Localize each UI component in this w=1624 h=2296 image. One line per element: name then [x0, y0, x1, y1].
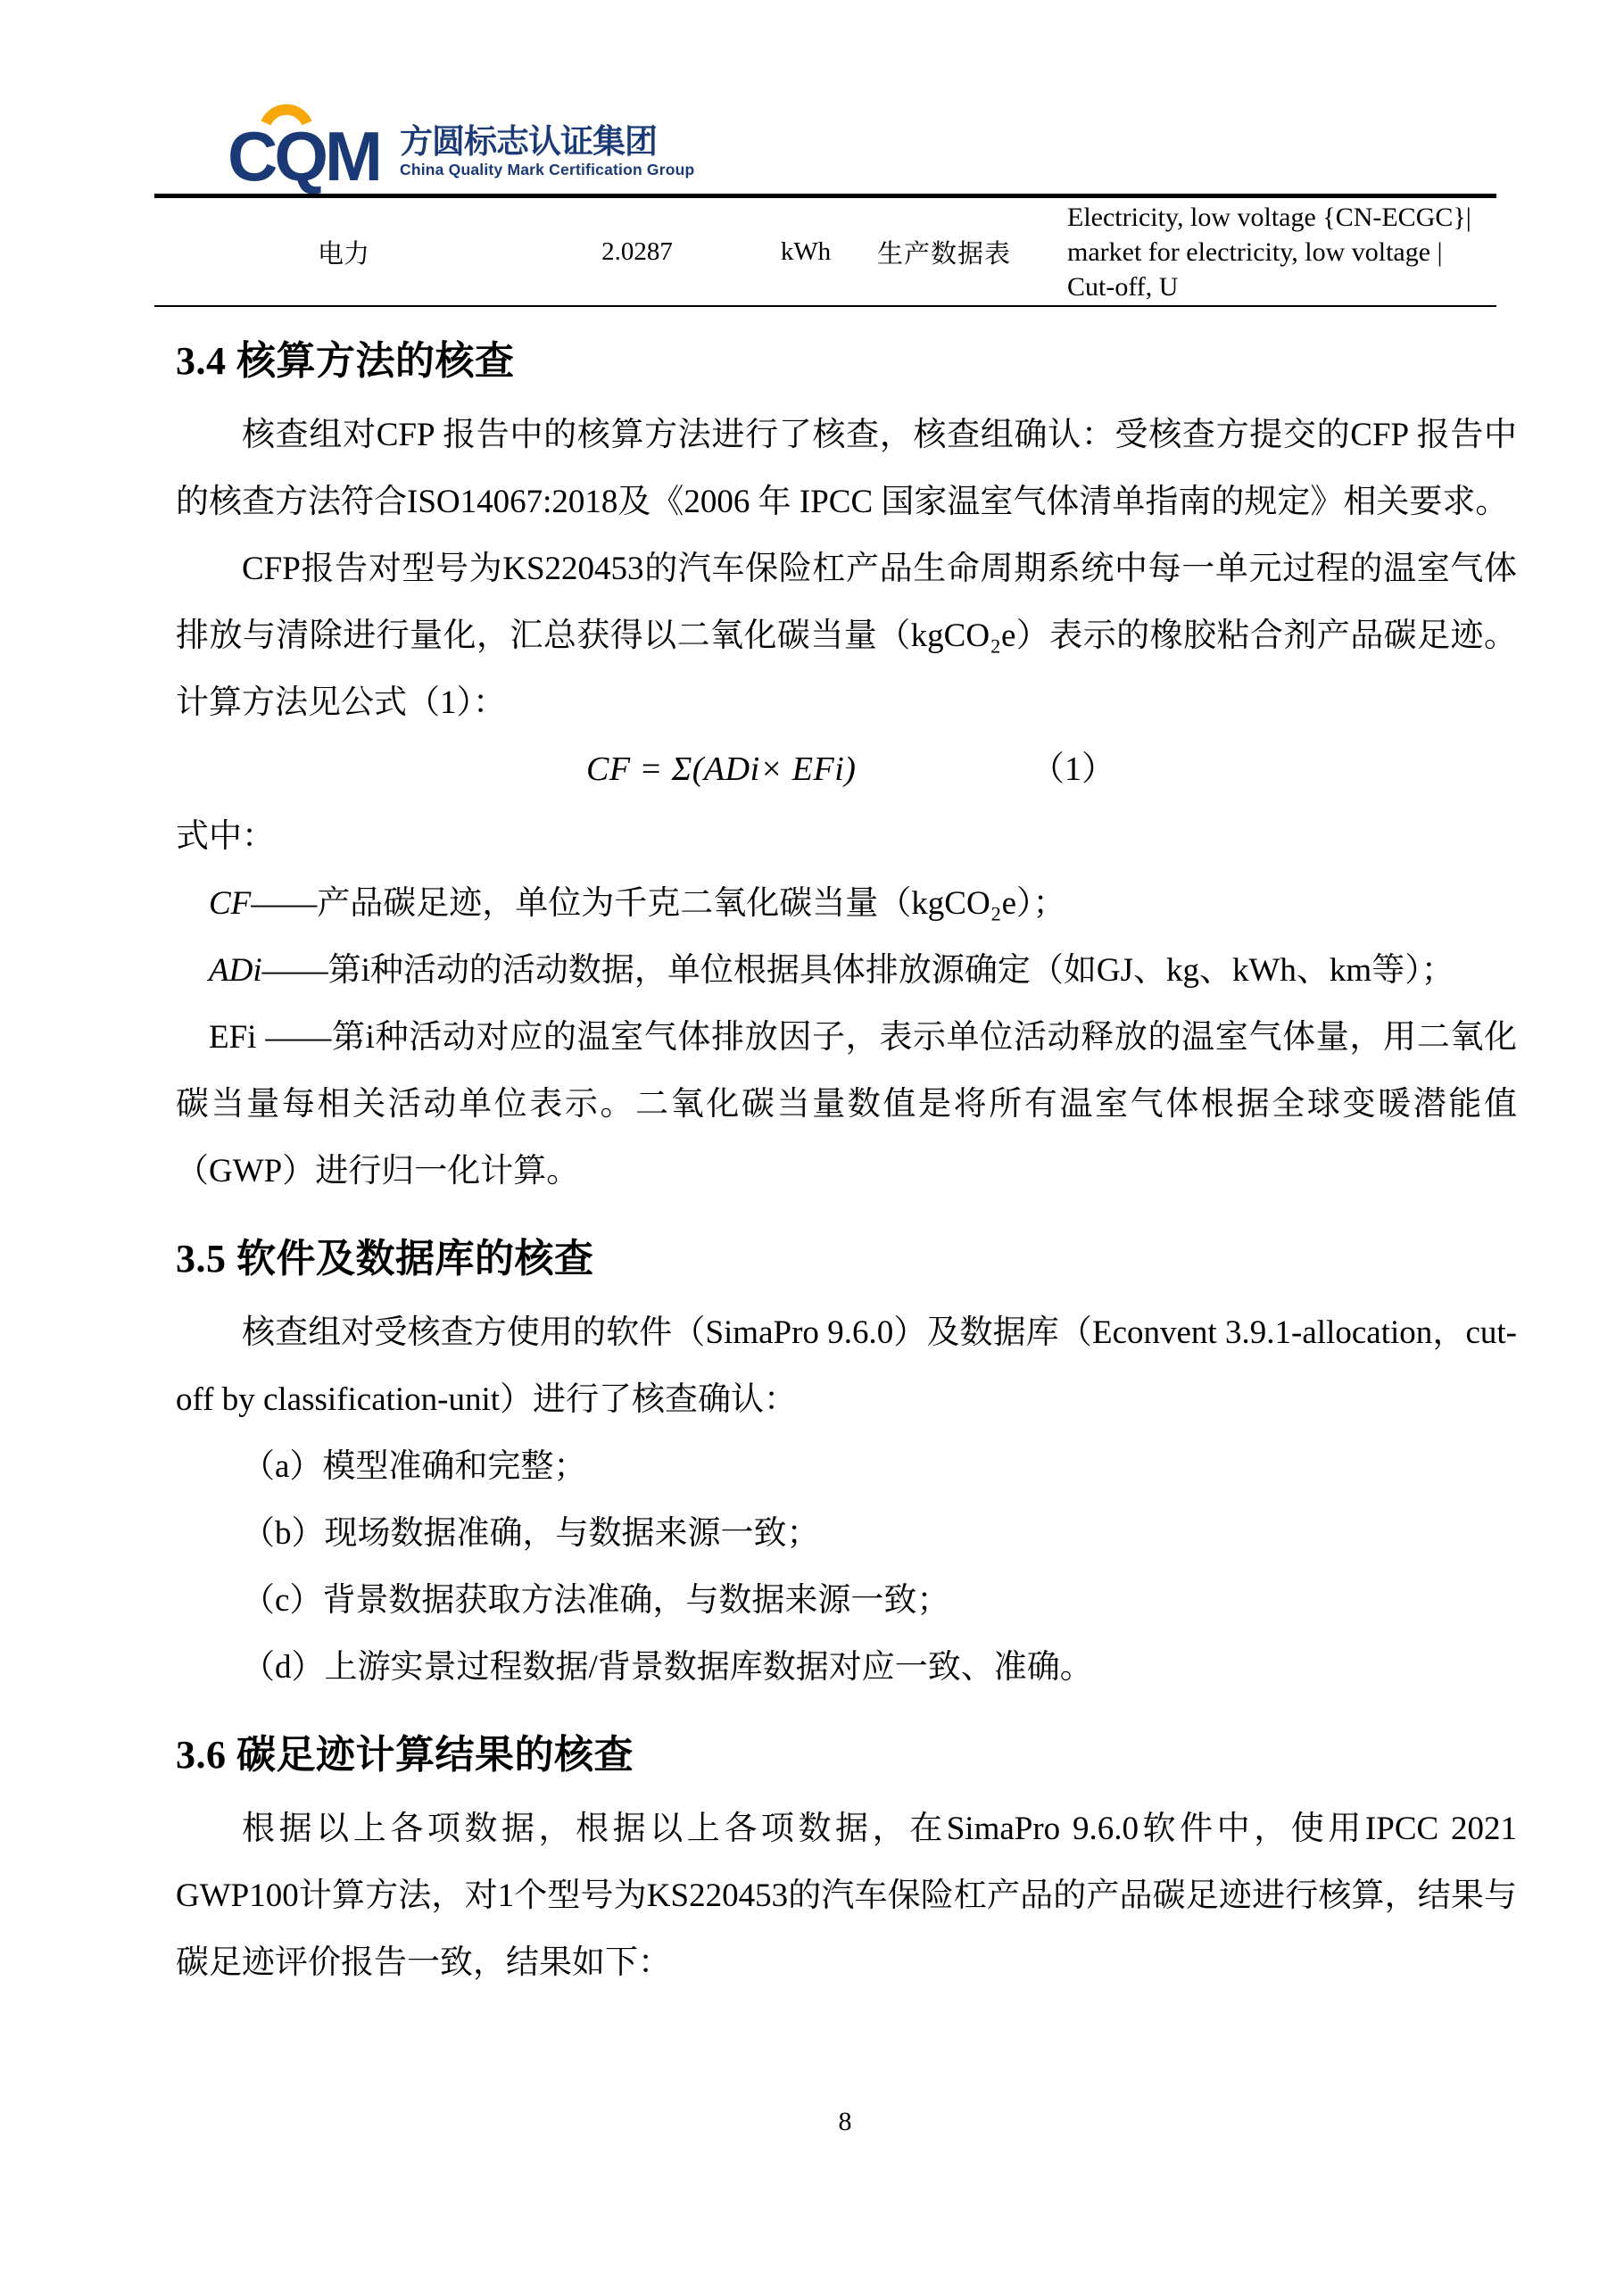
table-cell-value: 2.0287 — [601, 236, 673, 266]
definition-efi — [176, 1004, 1517, 1205]
table-row — [154, 198, 1496, 305]
logo-english-name: China Quality Mark Certification Group — [400, 161, 695, 178]
paragraph: 根据以上各项数据，根据以上各项数据，在SimaPro 9.6.0软件中，使用IPCC 2021 GWP100计算方法，对1个型号为KS220453的汽车保险杠产品的产品碳足迹进行核算，结果与碳足迹评价报告一致，结果如下： — [176, 1811, 1517, 1981]
definition-cf — [176, 870, 1517, 937]
paragraph: 核查组对受核查方使用的软件（SimaPro 9.6.0）及数据库（Econvent 3.9.1-allocation，cut-off by classification-unit）进行了核查确认： — [176, 1314, 1517, 1418]
section-title-3-6: 3.6 碳足迹计算结果的核查 — [176, 1733, 634, 1777]
definition-adi — [176, 937, 1517, 1004]
section-title-3-5: 3.5 软件及数据库的核查 — [176, 1237, 594, 1281]
table-cell-dataset: Electricity, low voltage {CN-ECGC}| market for electricity, low voltage | Cut-off, U — [1067, 203, 1471, 302]
table-cell-item: 电力 — [317, 239, 369, 269]
list-item-c: （c）背景数据获取方法准确，与数据来源一致； — [242, 1582, 950, 1619]
page-number: 8 — [838, 2107, 852, 2136]
section-title-3-4: 3.4 核算方法的核查 — [176, 339, 515, 383]
definition-text: ——第i种活动对应的温室气体排放因子，表示单位活动释放的温室气体量，用二氧化碳当量每相关活动单位表示。二氧化碳当量数值是将所有温室气体根据全球变暖潜能值（GWP）进行归一化计算。 — [176, 1019, 1517, 1189]
table-cell-unit: kWh — [780, 236, 832, 266]
definition-term: EFi — [209, 1019, 266, 1056]
paragraph: 核查组对CFP 报告中的核算方法进行了核查，核查组确认：受核查方提交的CFP 报告中的核查方法符合ISO14067:2018及《2006 年 IPCC 国家温室气体清单指南的规定》相关要求。 — [176, 417, 1517, 520]
definition-term: ADi — [209, 952, 262, 989]
paragraph: CFP报告对型号为KS220453的汽车保险杠产品生命周期系统中每一单元过程的温室气体排放与清除进行量化，汇总获得以二氧化碳当量（kgCO₂e）表示的橡胶粘合剂产品碳足迹。计算方法见公式（1）： — [176, 551, 1517, 721]
list-item-d: （d）上游实景过程数据/背景数据库数据对应一致、准确。 — [242, 1649, 1093, 1686]
list-item-b: （b）现场数据准确，与数据来源一致； — [242, 1515, 820, 1552]
data-table — [154, 194, 1496, 307]
formula-expression: CF = Σ(ADi× EFi) — [586, 750, 857, 788]
formula-line — [176, 736, 1517, 803]
cqm-logo: CQM — [228, 117, 379, 195]
logo-chinese-name: 方圆标志认证集团 — [400, 123, 657, 160]
formula-number: （1） — [1031, 750, 1116, 788]
definition-text: ——产品碳足迹，单位为千克二氧化碳当量（kgCO₂e）； — [251, 885, 1066, 922]
where-label: 式中： — [176, 818, 275, 855]
table-cell-source: 生产数据表 — [876, 239, 1011, 269]
list-item-a: （a）模型准确和完整； — [242, 1448, 587, 1485]
definition-term: CF — [209, 885, 252, 922]
definition-text: ——第i种活动的活动数据，单位根据具体排放源确定（如GJ、kg、kWh、km等）； — [261, 952, 1454, 989]
